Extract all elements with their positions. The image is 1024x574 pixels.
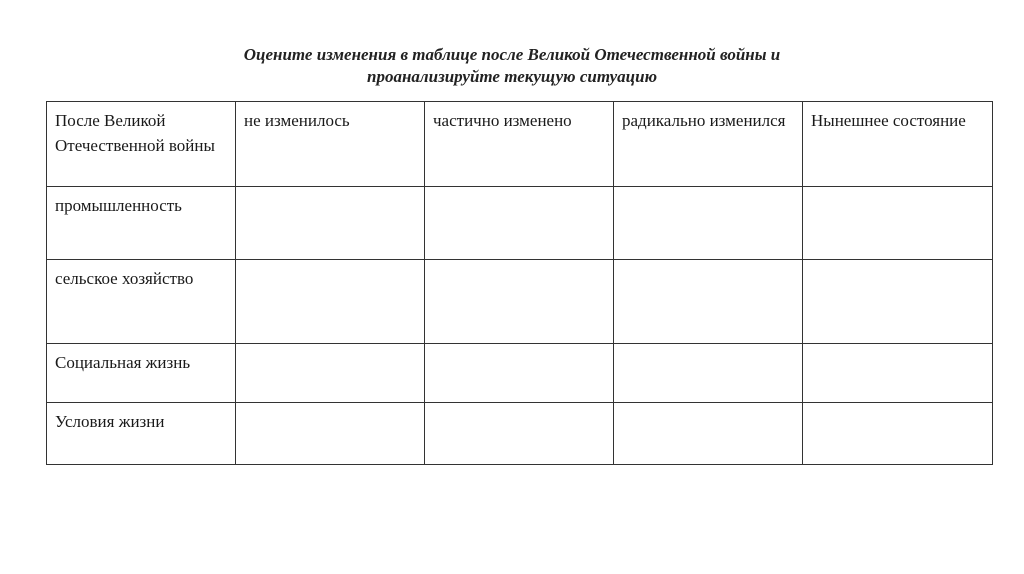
header-partially-changed: частично изменено [425, 102, 614, 187]
header-current-state: Нынешнее состояние [803, 102, 993, 187]
table-cell [803, 344, 993, 403]
table-cell [803, 260, 993, 344]
table-cell [236, 260, 425, 344]
table-cell [425, 344, 614, 403]
row-label-industry: промышленность [47, 187, 236, 260]
table-cell [236, 187, 425, 260]
title-line-1: Оцените изменения в таблице после Великой Отечественной войны и [243, 45, 781, 64]
table-cell [803, 187, 993, 260]
table-cell [614, 344, 803, 403]
table-cell [614, 260, 803, 344]
title-line-2: проанализируйте текущую ситуацию [367, 67, 657, 86]
table-cell [614, 403, 803, 465]
table-cell [803, 403, 993, 465]
assessment-table [46, 101, 993, 465]
header-unchanged: не изменилось [236, 102, 425, 187]
table-cell [425, 187, 614, 260]
table-cell [425, 260, 614, 344]
table-cell [614, 187, 803, 260]
row-label-social-life: Социальная жизнь [47, 344, 236, 403]
table-row [47, 187, 993, 260]
header-period: После Великой Отечественной войны [47, 102, 236, 187]
row-label-agriculture: сельское хозяйство [47, 260, 236, 344]
header-radically-changed: радикально изменился [614, 102, 803, 187]
table-cell [425, 403, 614, 465]
row-label-living-conditions: Условия жизни [47, 403, 236, 465]
table-row [47, 403, 993, 465]
table-row [47, 260, 993, 344]
table-cell [236, 403, 425, 465]
table-row [47, 344, 993, 403]
table-header-row [47, 102, 993, 187]
table-cell [236, 344, 425, 403]
page-title [0, 44, 1024, 88]
